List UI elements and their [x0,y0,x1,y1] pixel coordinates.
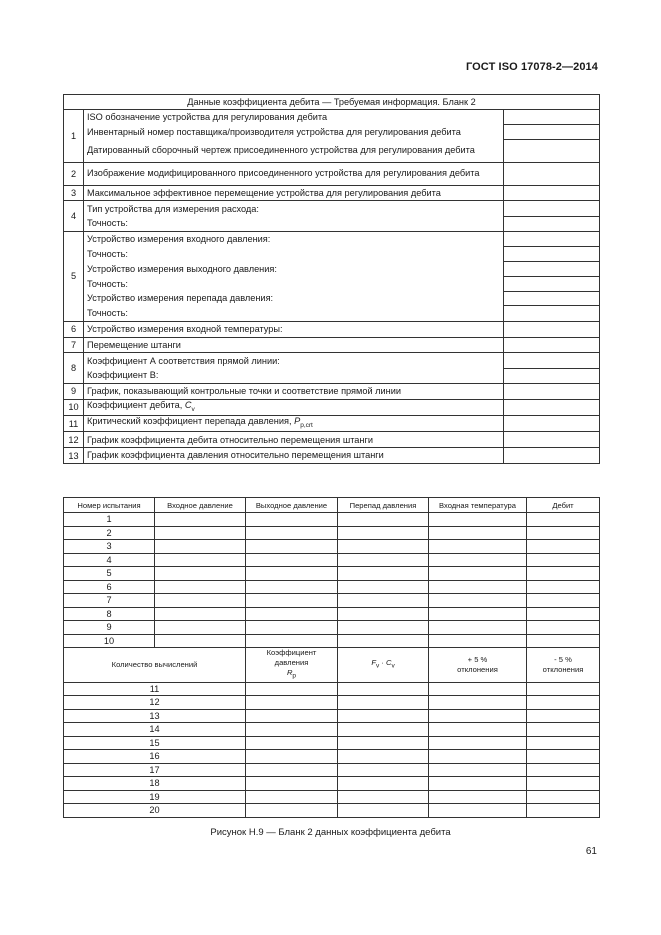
item-text: Максимальное эффективное перемещение устройства для регулирования дебита [87,187,441,198]
data-cell[interactable] [429,580,527,594]
cv-subscript: v [391,662,395,670]
table1-row [64,337,600,353]
symbol-subscript: p,crt [300,421,313,429]
calc-number: 16 [64,750,246,764]
row-number: 9 [64,383,84,399]
item-label [84,276,504,291]
data-cell[interactable] [338,696,429,710]
data-cell[interactable] [527,513,600,527]
item-label [84,291,504,306]
test-number: 7 [64,594,155,608]
table1-row [64,262,600,277]
col-header-calc-count [64,648,246,683]
data-cell[interactable] [527,553,600,567]
data-cell[interactable] [429,763,527,777]
data-cell[interactable] [527,607,600,621]
data-cell[interactable] [246,723,338,737]
data-cell[interactable] [527,804,600,818]
item-text: Точность: [87,308,128,319]
data-cell[interactable] [429,553,527,567]
calc-row [64,736,600,750]
test-number: 1 [64,513,155,527]
test-row [64,553,600,567]
data-cell[interactable] [246,526,338,540]
data-cell[interactable] [155,553,246,567]
data-cell[interactable] [429,709,527,723]
value-cell[interactable] [504,321,600,337]
item-label [84,368,504,383]
col-header-inlet-temperature: Входная температура [429,498,527,513]
item-label [84,162,504,185]
value-cell[interactable] [504,110,600,125]
item-label [84,306,504,321]
item-label [84,140,504,163]
data-cell[interactable] [338,723,429,737]
calc-number: 18 [64,777,246,791]
value-cell[interactable] [504,247,600,262]
test-row [64,621,600,635]
test-row [64,607,600,621]
row-number: 11 [64,416,84,432]
calc-number: 20 [64,804,246,818]
data-cell[interactable] [338,709,429,723]
table1-row [64,306,600,321]
data-cell[interactable] [246,594,338,608]
coef-subscript: p [292,672,297,680]
data-cell[interactable] [429,607,527,621]
data-cell[interactable] [338,580,429,594]
item-text: Перемещение штанги [87,339,181,350]
data-cell[interactable] [527,709,600,723]
data-cell[interactable] [338,607,429,621]
test-number: 5 [64,567,155,581]
value-cell[interactable] [504,125,600,140]
data-cell[interactable] [429,594,527,608]
dot-operator: · [379,658,386,667]
test-number: 2 [64,526,155,540]
item-text: График коэффициента дебита относительно перемещения штанги [87,434,373,445]
data-cell[interactable] [429,513,527,527]
data-cell[interactable] [155,567,246,581]
calc-count-label: Количество вычислений [111,659,198,669]
calc-number: 11 [64,682,246,696]
data-cell[interactable] [527,634,600,648]
table1-row [64,185,600,201]
table1-row [64,125,600,140]
data-cell[interactable] [527,594,600,608]
value-cell[interactable] [504,448,600,464]
data-cell[interactable] [429,736,527,750]
test-number: 4 [64,553,155,567]
data-cell[interactable] [246,682,338,696]
calc-number: 12 [64,696,246,710]
item-label [84,262,504,277]
test-row [64,594,600,608]
row-number: 7 [64,337,84,353]
item-text: Точность: [87,248,128,259]
test-row [64,526,600,540]
item-text: Устройство измерения входной температуры: [87,323,283,334]
data-cell[interactable] [527,526,600,540]
value-cell[interactable] [504,162,600,185]
data-cell[interactable] [246,513,338,527]
calc-number: 15 [64,736,246,750]
calc-row [64,709,600,723]
item-label [84,216,504,231]
data-cell[interactable] [155,526,246,540]
data-cell[interactable] [429,777,527,791]
data-cell[interactable] [429,634,527,648]
calc-row [64,763,600,777]
data-cell[interactable] [338,594,429,608]
item-text: Коэффициент дебита, [87,399,185,410]
table1-row [64,368,600,383]
data-cell[interactable] [429,621,527,635]
col-header-inlet-pressure: Входное давление [155,498,246,513]
col-header-fv-cv [338,648,429,683]
data-cell[interactable] [155,607,246,621]
row-number: 8 [64,353,84,384]
item-text: График коэффициента давления относительно перемещения штанги [87,450,384,461]
calc-row [64,723,600,737]
data-cell[interactable] [527,750,600,764]
data-cell[interactable] [246,696,338,710]
item-text: ISO обозначение устройства для регулирования дебита [87,112,328,123]
item-text: Устройство измерения выходного давления: [87,263,277,274]
test-number: 3 [64,540,155,554]
item-text: Тип устройства для измерения расхода: [87,203,259,214]
data-cell[interactable] [246,607,338,621]
table1-row [64,110,600,125]
item-label [84,125,504,140]
data-cell[interactable] [429,804,527,818]
value-cell[interactable] [504,140,600,163]
data-cell[interactable] [246,553,338,567]
table1-row [64,383,600,399]
calc-number: 19 [64,790,246,804]
table1-row [64,432,600,448]
table1-title: Данные коэффициента дебита — Требуемая информация. Бланк 2 [64,95,600,110]
coef-line2: давления [274,658,309,667]
data-cell[interactable] [338,750,429,764]
value-cell[interactable] [504,306,600,321]
table1-row [64,162,600,185]
item-label [84,110,504,125]
value-cell[interactable] [504,353,600,368]
data-cell[interactable] [338,621,429,635]
item-label [84,231,504,246]
data-cell[interactable] [246,540,338,554]
value-cell[interactable] [504,368,600,383]
data-cell[interactable] [338,513,429,527]
data-cell[interactable] [527,567,600,581]
data-cell[interactable] [527,777,600,791]
data-cell[interactable] [155,634,246,648]
col-header-flow-rate: Дебит [527,498,600,513]
data-cell[interactable] [429,696,527,710]
calc-number: 14 [64,723,246,737]
table1-row [64,353,600,368]
item-label [84,353,504,368]
data-cell[interactable] [338,540,429,554]
col-header-outlet-pressure: Выходное давление [246,498,338,513]
value-cell[interactable] [504,276,600,291]
plus-line1: + 5 % [467,654,488,664]
symbol: P [294,416,301,427]
data-cell[interactable] [527,682,600,696]
data-cell[interactable] [527,790,600,804]
data-cell[interactable] [338,763,429,777]
data-cell[interactable] [338,567,429,581]
table1-row [64,321,600,337]
data-cell[interactable] [338,682,429,696]
row-number: 3 [64,185,84,201]
test-row [64,567,600,581]
item-text: Изображение модифицированного присоединенного устройства для регулирования дебита [87,168,480,179]
fv-subscript: v [375,662,380,670]
row-number: 4 [64,201,84,232]
data-cell[interactable] [527,580,600,594]
minus-line1: - 5 % [554,654,572,664]
data-cell[interactable] [155,513,246,527]
table1-row [64,231,600,246]
data-cell[interactable] [246,580,338,594]
test-number: 8 [64,607,155,621]
value-cell[interactable] [504,416,600,432]
data-cell[interactable] [527,723,600,737]
required-info-table [63,94,600,464]
data-cell[interactable] [246,763,338,777]
item-text: Точность: [87,278,128,289]
item-label [84,399,504,415]
item-text: График, показывающий контрольные точки и соответствие прямой линии [87,386,401,397]
item-text: Инвентарный номер поставщика/производителя устройства для регулирования дебита [87,126,461,137]
test-row [64,513,600,527]
data-cell[interactable] [527,696,600,710]
value-cell[interactable] [504,432,600,448]
table1-row [64,416,600,432]
value-cell[interactable] [504,383,600,399]
col-header-plus-deviation [429,648,527,683]
data-cell[interactable] [338,804,429,818]
row-number: 10 [64,399,84,415]
data-cell[interactable] [155,540,246,554]
data-cell[interactable] [246,750,338,764]
calc-row [64,804,600,818]
data-cell[interactable] [246,777,338,791]
data-cell[interactable] [246,790,338,804]
data-cell[interactable] [527,540,600,554]
row-number: 1 [64,110,84,163]
data-cell[interactable] [246,567,338,581]
item-text: Коэффициент А соответствия прямой линии: [87,355,280,366]
data-cell[interactable] [246,709,338,723]
data-cell[interactable] [155,580,246,594]
data-cell[interactable] [246,634,338,648]
data-cell[interactable] [429,790,527,804]
data-cell[interactable] [429,567,527,581]
data-cell[interactable] [338,553,429,567]
row-number: 5 [64,231,84,321]
item-text: Точность: [87,218,128,229]
data-cell[interactable] [155,594,246,608]
item-label [84,432,504,448]
page-number: 61 [585,846,597,857]
col-header-pressure-coef [246,648,338,683]
cv-symbol: C [385,658,392,667]
calc-row [64,696,600,710]
table1-row [64,140,600,163]
test-row [64,540,600,554]
standard-header: ГОСТ ISO 17078-2—2014 [465,61,598,73]
test-row [64,580,600,594]
data-cell[interactable] [527,763,600,777]
calc-number: 13 [64,709,246,723]
data-cell[interactable] [429,723,527,737]
data-cell[interactable] [429,526,527,540]
row-number: 6 [64,321,84,337]
coef-line1: Коэффициент [266,648,317,657]
row-number: 2 [64,162,84,185]
item-label [84,448,504,464]
table1-row [64,276,600,291]
item-label [84,383,504,399]
value-cell[interactable] [504,216,600,231]
test-row [64,634,600,648]
data-cell[interactable] [527,621,600,635]
table1-row [64,247,600,262]
row-number: 12 [64,432,84,448]
calc-number: 17 [64,763,246,777]
data-cell[interactable] [155,621,246,635]
calc-row [64,682,600,696]
minus-line2: отклонения [542,664,584,674]
data-cell[interactable] [246,804,338,818]
test-number: 9 [64,621,155,635]
item-label [84,416,504,432]
symbol: C [184,399,192,410]
item-label [84,201,504,216]
coef-symbol: R [286,668,293,677]
col-header-pressure-drop: Перепад давления [338,498,429,513]
table1-row [64,291,600,306]
data-cell[interactable] [338,526,429,540]
value-cell[interactable] [504,399,600,415]
row-number: 13 [64,448,84,464]
col-header-minus-deviation [527,648,600,683]
plus-line2: отклонения [457,664,498,674]
value-cell[interactable] [504,231,600,246]
data-cell[interactable] [246,621,338,635]
table1-row [64,448,600,464]
item-text: Критический коэффициент перепада давления, [87,416,295,427]
symbol-subscript: v [191,405,195,413]
calc-row [64,750,600,764]
data-cell[interactable] [338,736,429,750]
calc-row [64,777,600,791]
fv-symbol: F [371,658,376,667]
value-cell[interactable] [504,291,600,306]
calc-row [64,790,600,804]
item-text: Коэффициент В: [87,370,159,381]
data-cell[interactable] [429,750,527,764]
value-cell[interactable] [504,201,600,216]
col-header-test-number: Номер испытания [64,498,155,513]
data-cell[interactable] [338,634,429,648]
item-label [84,321,504,337]
test-data-table [63,497,600,818]
data-cell[interactable] [429,682,527,696]
data-cell[interactable] [338,777,429,791]
item-text: Датированный сборочный чертеж присоединенного устройства для регулирования дебита [87,145,475,156]
value-cell[interactable] [504,337,600,353]
value-cell[interactable] [504,185,600,201]
item-label [84,247,504,262]
table1-row [64,201,600,216]
table1-row [64,399,600,415]
data-cell[interactable] [429,540,527,554]
value-cell[interactable] [504,262,600,277]
item-text: Устройство измерения входного давления: [87,234,271,245]
test-number: 6 [64,580,155,594]
table1-row [64,216,600,231]
data-cell[interactable] [338,790,429,804]
item-text: Устройство измерения перепада давления: [87,293,274,304]
item-label [84,185,504,201]
figure-caption: Рисунок Н.9 — Бланк 2 данных коэффициента дебита [210,827,451,838]
test-number: 10 [64,634,155,648]
calc-header-row [64,648,600,683]
item-label [84,337,504,353]
data-cell[interactable] [246,736,338,750]
data-cell[interactable] [527,736,600,750]
